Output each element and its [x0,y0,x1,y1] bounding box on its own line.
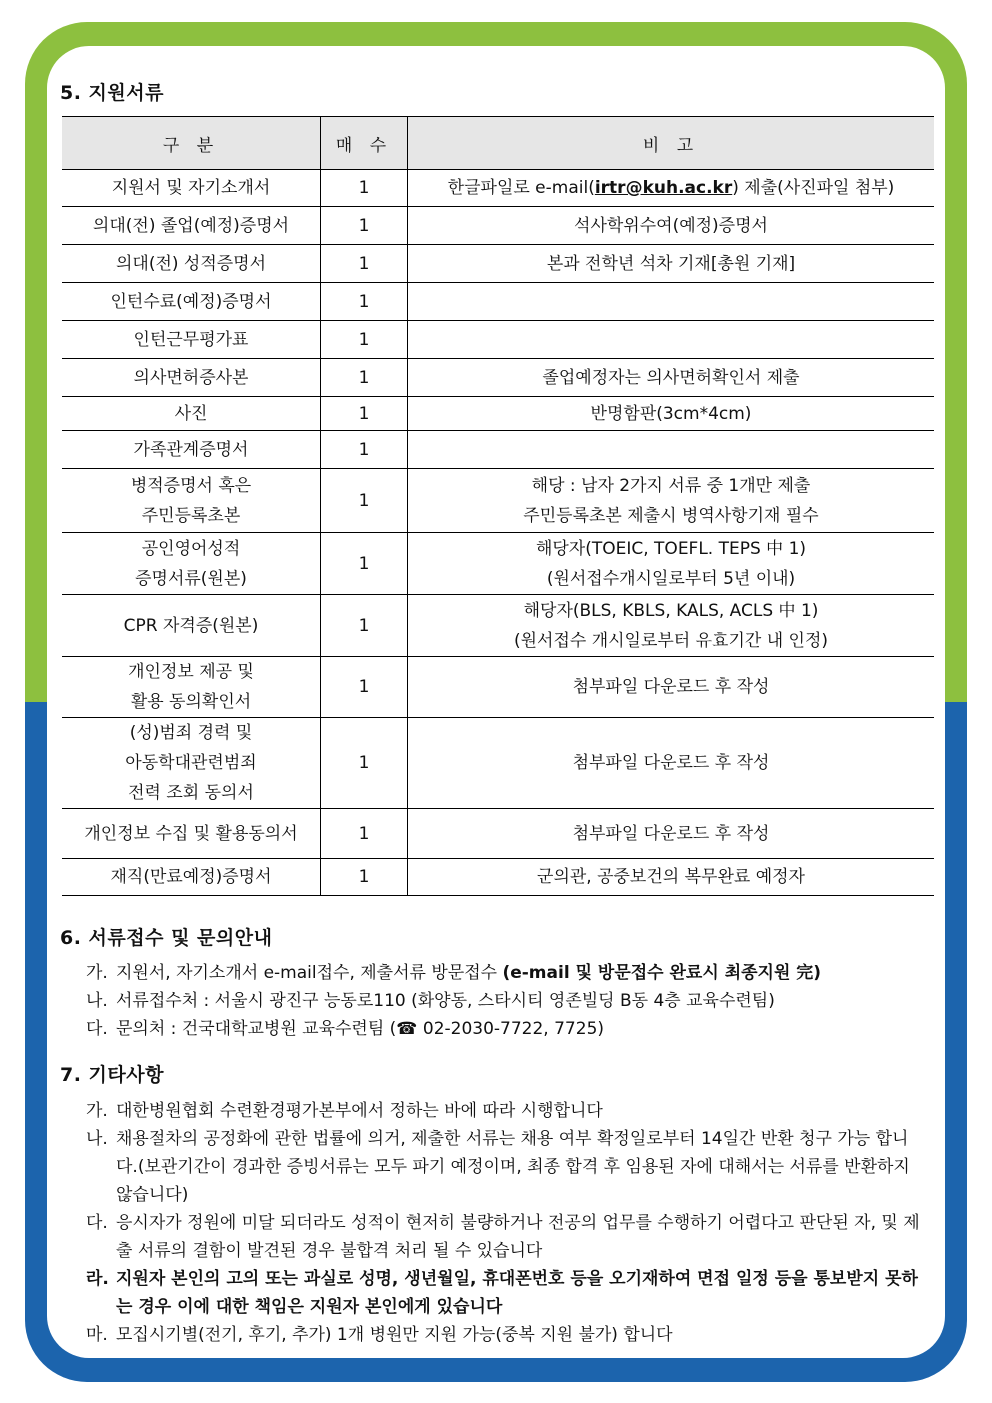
row-note [408,533,935,595]
item-marker: 나. [86,991,108,1011]
item-marker: 나. [86,1129,108,1149]
table-row [62,809,934,859]
row-category [62,533,321,595]
header-note: 비 고 [408,117,935,170]
row-count: 1 [321,431,408,469]
item-text: 응시자가 정원에 미달 되더라도 성적이 현저히 불량하거나 전공의 업무를 수행하기 어렵다고 판단된 자, 및 제출 서류의 결함이 발견된 경우 불합격 처리 될 수 있습니다 [116,1213,920,1261]
item-marker: 라. [86,1269,109,1289]
note-prefix: 한글파일로 e-mail( [447,178,595,198]
note-line: 첨부파일 다운로드 후 작성 [572,677,770,697]
header-category: 구 분 [62,117,321,170]
list-item [86,1209,926,1265]
table-row [62,469,934,533]
category-line: 아동학대관련범죄 [125,753,257,773]
category-line: 의대(전) 성적증명서 [115,253,267,274]
category-line: 재직(만료예정)증명서 [110,867,272,887]
email-link[interactable]: irtr@kuh.ac.kr [594,178,733,198]
row-category [62,657,321,718]
category-line: 의대(전) 졸업(예정)증명서 [92,215,290,236]
row-count: 1 [321,359,408,397]
table-header-row [62,117,934,170]
row-note [408,170,935,207]
note-line: (원서접수 개시일로부터 유효기간 내 인정) [513,630,829,651]
category-line: 증명서류(원본) [135,568,247,589]
section6-list [86,959,926,1043]
note-line: (원서접수개시일로부터 5년 이내) [546,568,796,589]
row-category [62,245,321,283]
table-row [62,657,934,718]
row-category [62,469,321,533]
item-text: 모집시기별(전기, 후기, 추가) 1개 병원만 지원 가능(중복 지원 불가) 합니다 [116,1325,673,1345]
list-item [86,1321,926,1349]
row-note [408,718,935,809]
note-line: 첨부파일 다운로드 후 작성 [572,753,770,773]
row-category [62,718,321,809]
row-note [408,245,935,283]
note-line: 해당자(TOEIC, TOEFL. TEPS 中 1) [535,538,807,559]
list-item [86,1125,926,1209]
documents-table [62,116,934,896]
category-line: 병적증명서 혹은 [130,475,252,496]
note-line: 석사학위수여(예정)증명서 [574,215,768,236]
table-row [62,359,934,397]
category-line: 개인정보 수집 및 활용동의서 [84,823,298,844]
row-count: 1 [321,533,408,595]
table-row [62,207,934,245]
note-line: 첨부파일 다운로드 후 작성 [572,823,770,844]
row-note [408,657,935,718]
table-row [62,245,934,283]
table-row [62,431,934,469]
item-text: 채용절차의 공정화에 관한 법률에 의거, 제출한 서류는 채용 여부 확정일로부터 14일간 반환 청구 가능 합니다.(보관기간이 경과한 증빙서류는 모두 파기 예정이며, 최종 합격 후 임용된 자에 대해서는 서류를 반환하지 않습니다) [116,1129,910,1205]
category-line: 사진 [174,403,208,424]
item-marker: 다. [86,1019,108,1039]
row-count: 1 [321,469,408,533]
row-count: 1 [321,718,408,809]
list-item [86,1265,926,1321]
row-count: 1 [321,859,408,896]
item-marker: 가. [86,963,108,983]
list-item [86,959,926,987]
list-item [86,987,926,1015]
row-count: 1 [321,595,408,657]
row-count: 1 [321,809,408,859]
item-marker: 다. [86,1213,108,1233]
item-text: 문의처 : 건국대학교병원 교육수련팀 (☎ 02-2030-7722, 7725) [116,1019,605,1039]
row-note [408,283,935,321]
row-category [62,283,321,321]
note-line: 해당자(BLS, KBLS, KALS, ACLS 中 1) [523,600,819,621]
row-note [408,431,935,469]
row-category [62,431,321,469]
list-item [86,1015,926,1043]
row-category [62,595,321,657]
category-line: 인턴수료(예정)증명서 [110,291,272,312]
row-note [408,359,935,397]
item-bold-note: (e-mail 및 방문접수 완료시 최종지원 完) [502,963,822,983]
row-note [408,321,935,359]
note-line: 졸업예정자는 의사면허확인서 제출 [542,367,800,388]
row-note [408,809,935,859]
row-category [62,170,321,207]
table-row [62,321,934,359]
item-text: 대한병원협회 수련환경평가본부에서 정하는 바에 따라 시행합니다 [116,1101,603,1121]
item-marker: 가. [86,1101,108,1121]
list-item [86,1097,926,1125]
category-line: 의사면허증사본 [133,367,249,388]
table-row [62,170,934,207]
section7-list [86,1097,926,1349]
note-line: 본과 전학년 석차 기재[총원 기재] [546,253,796,274]
category-line: 활용 동의확인서 [130,692,252,712]
row-count: 1 [321,283,408,321]
section7-title: 7. 기타사항 [60,1064,164,1086]
row-note [408,859,935,896]
category-line: 개인정보 제공 및 [128,662,254,682]
category-line: 지원서 및 자기소개서 [111,178,271,198]
row-count: 1 [321,245,408,283]
row-count: 1 [321,321,408,359]
category-line: (성)범죄 경력 및 [129,723,253,743]
table-row [62,718,934,809]
category-line: 공인영어성적 [141,538,241,559]
table-row [62,859,934,896]
row-count: 1 [321,170,408,207]
row-count: 1 [321,397,408,431]
row-category [62,207,321,245]
category-line: 인턴근무평가표 [133,329,249,350]
row-category [62,859,321,896]
row-category [62,359,321,397]
row-category [62,321,321,359]
row-count: 1 [321,207,408,245]
header-count: 매 수 [321,117,408,170]
table-row [62,595,934,657]
note-line: 해당 : 남자 2가지 서류 중 1개만 제출 [531,475,811,496]
category-line: CPR 자격증(원본) [123,615,259,636]
note-line: 반명함판(3cm*4cm) [590,403,752,424]
row-note [408,397,935,431]
table-row [62,397,934,431]
note-line: 주민등록초본 제출시 병역사항기재 필수 [523,505,819,526]
section5-title: 5. 지원서류 [60,82,164,104]
table-row [62,283,934,321]
row-note [408,207,935,245]
item-marker: 마. [86,1325,108,1345]
category-line: 가족관계증명서 [133,439,249,460]
item-text: 지원자 본인의 고의 또는 과실로 성명, 생년월일, 휴대폰번호 등을 오기재하여 면접 일정 등을 통보받지 못하는 경우 이에 대한 책임은 지원자 본인에게 있습니다 [116,1269,918,1317]
table-row [62,533,934,595]
row-category [62,809,321,859]
category-line: 주민등록초본 [141,505,241,526]
row-note [408,469,935,533]
row-category [62,397,321,431]
note-line: 군의관, 공중보건의 복무완료 예정자 [537,867,805,887]
row-note [408,595,935,657]
item-text: 서류접수처 : 서울시 광진구 능동로110 (화양동, 스타시티 영존빌딩 B동 4층 교육수련팀) [116,991,775,1011]
row-count: 1 [321,657,408,718]
item-text: 지원서, 자기소개서 e-mail접수, 제출서류 방문접수 [116,963,503,983]
section6-title: 6. 서류접수 및 문의안내 [60,927,273,949]
category-line: 전력 조회 동의서 [128,783,254,803]
note-suffix: ) 제출(사진파일 첨부) [732,178,895,198]
